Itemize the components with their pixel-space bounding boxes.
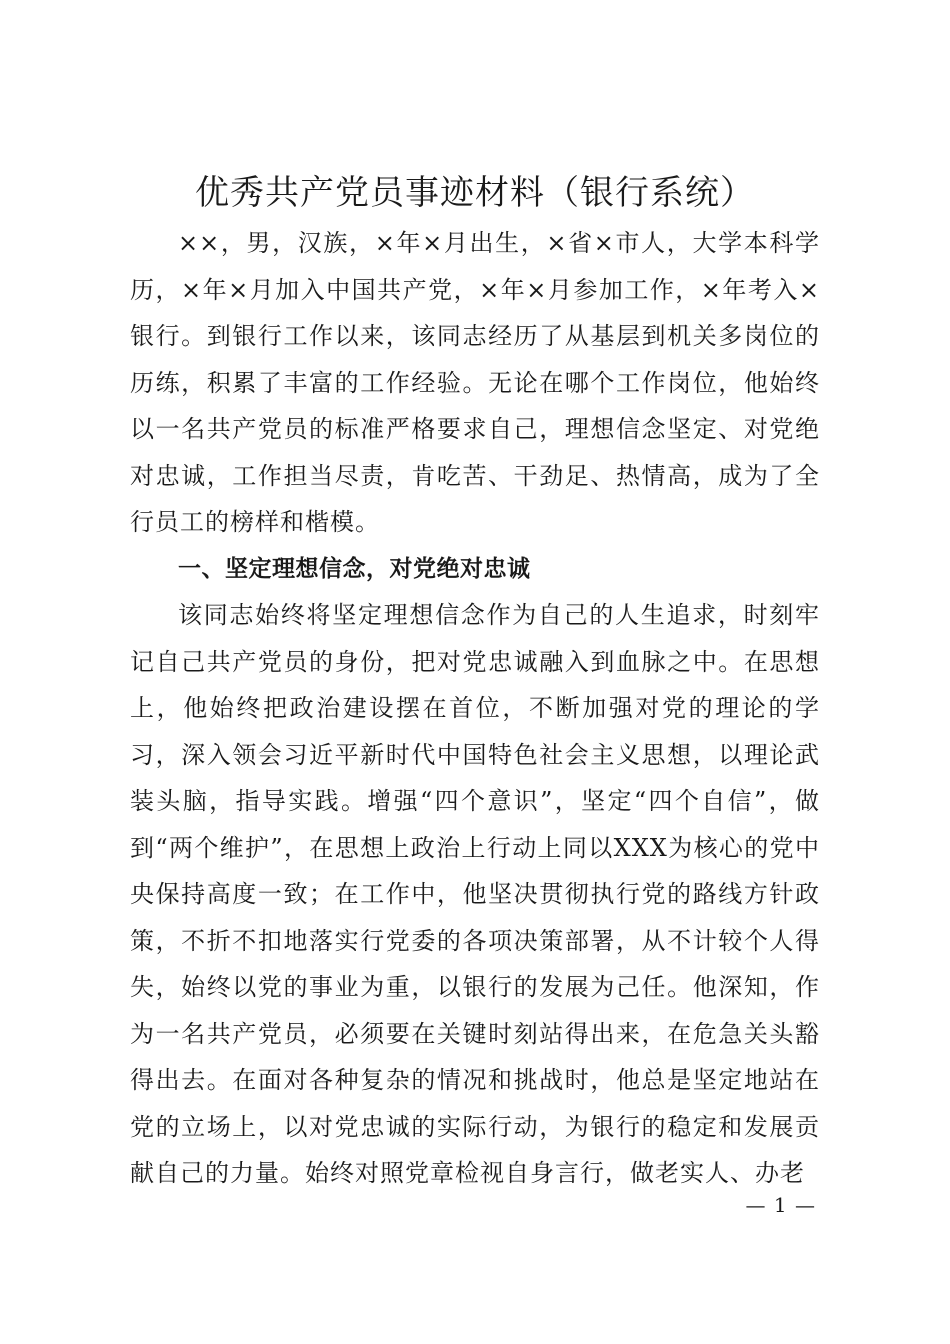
section-paragraph: 该同志始终将坚定理想信念作为自己的人生追求，时刻牢记自己共产党员的身份，把对党忠诚融入到血脉之中。在思想上，他始终把政治建设摆在首位，不断加强对党的理论的学习，深入领会习近平新时代中国特色社会主义思想，以理论武装头脑，指导实践。增强“四个意识”，坚定“四个自信”，做到“两个维护”，在思想上政治上行动上同以XXX为核心的党中央保持高度一致；在工作中，他坚决贯彻执行党的路线方针政策，不折不扣地落实行党委的各项决策部署，从不计较个人得失，始终以党的事业为重，以银行的发展为己任。他深知，作为一名共产党员，必须要在关键时刻站得出来，在危急关头豁得出去。在面对各种复杂的情况和挑战时，他总是坚定地站在党的立场上，以对党忠诚的实际行动，为银行的稳定和发展贡献自己的力量。始终对照党章检视自身言行，做老实人、办老 — [130, 601, 820, 1187]
intro-paragraph: ××，男，汉族，×年×月出生，×省×市人，大学本科学历，×年×月加入中国共产党，×年×月参加工作，×年考入×银行。到银行工作以来，该同志经历了从基层到机关多岗位的历练，积累了丰富的工作经验。无论在哪个工作岗位，他始终以一名共产党员的标准严格要求自己，理想信念坚定、对党绝对忠诚，工作担当尽责，肯吃苦、干劲足、热情高，成为了全行员工的榜样和楷模。 — [130, 229, 820, 536]
document-body — [130, 220, 820, 1197]
document-title: 优秀共产党员事迹材料（银行系统） — [195, 173, 755, 213]
section-heading: 一、坚定理想信念，对党绝对忠诚 — [178, 555, 531, 582]
page-number: — 1 — — [745, 1193, 816, 1217]
